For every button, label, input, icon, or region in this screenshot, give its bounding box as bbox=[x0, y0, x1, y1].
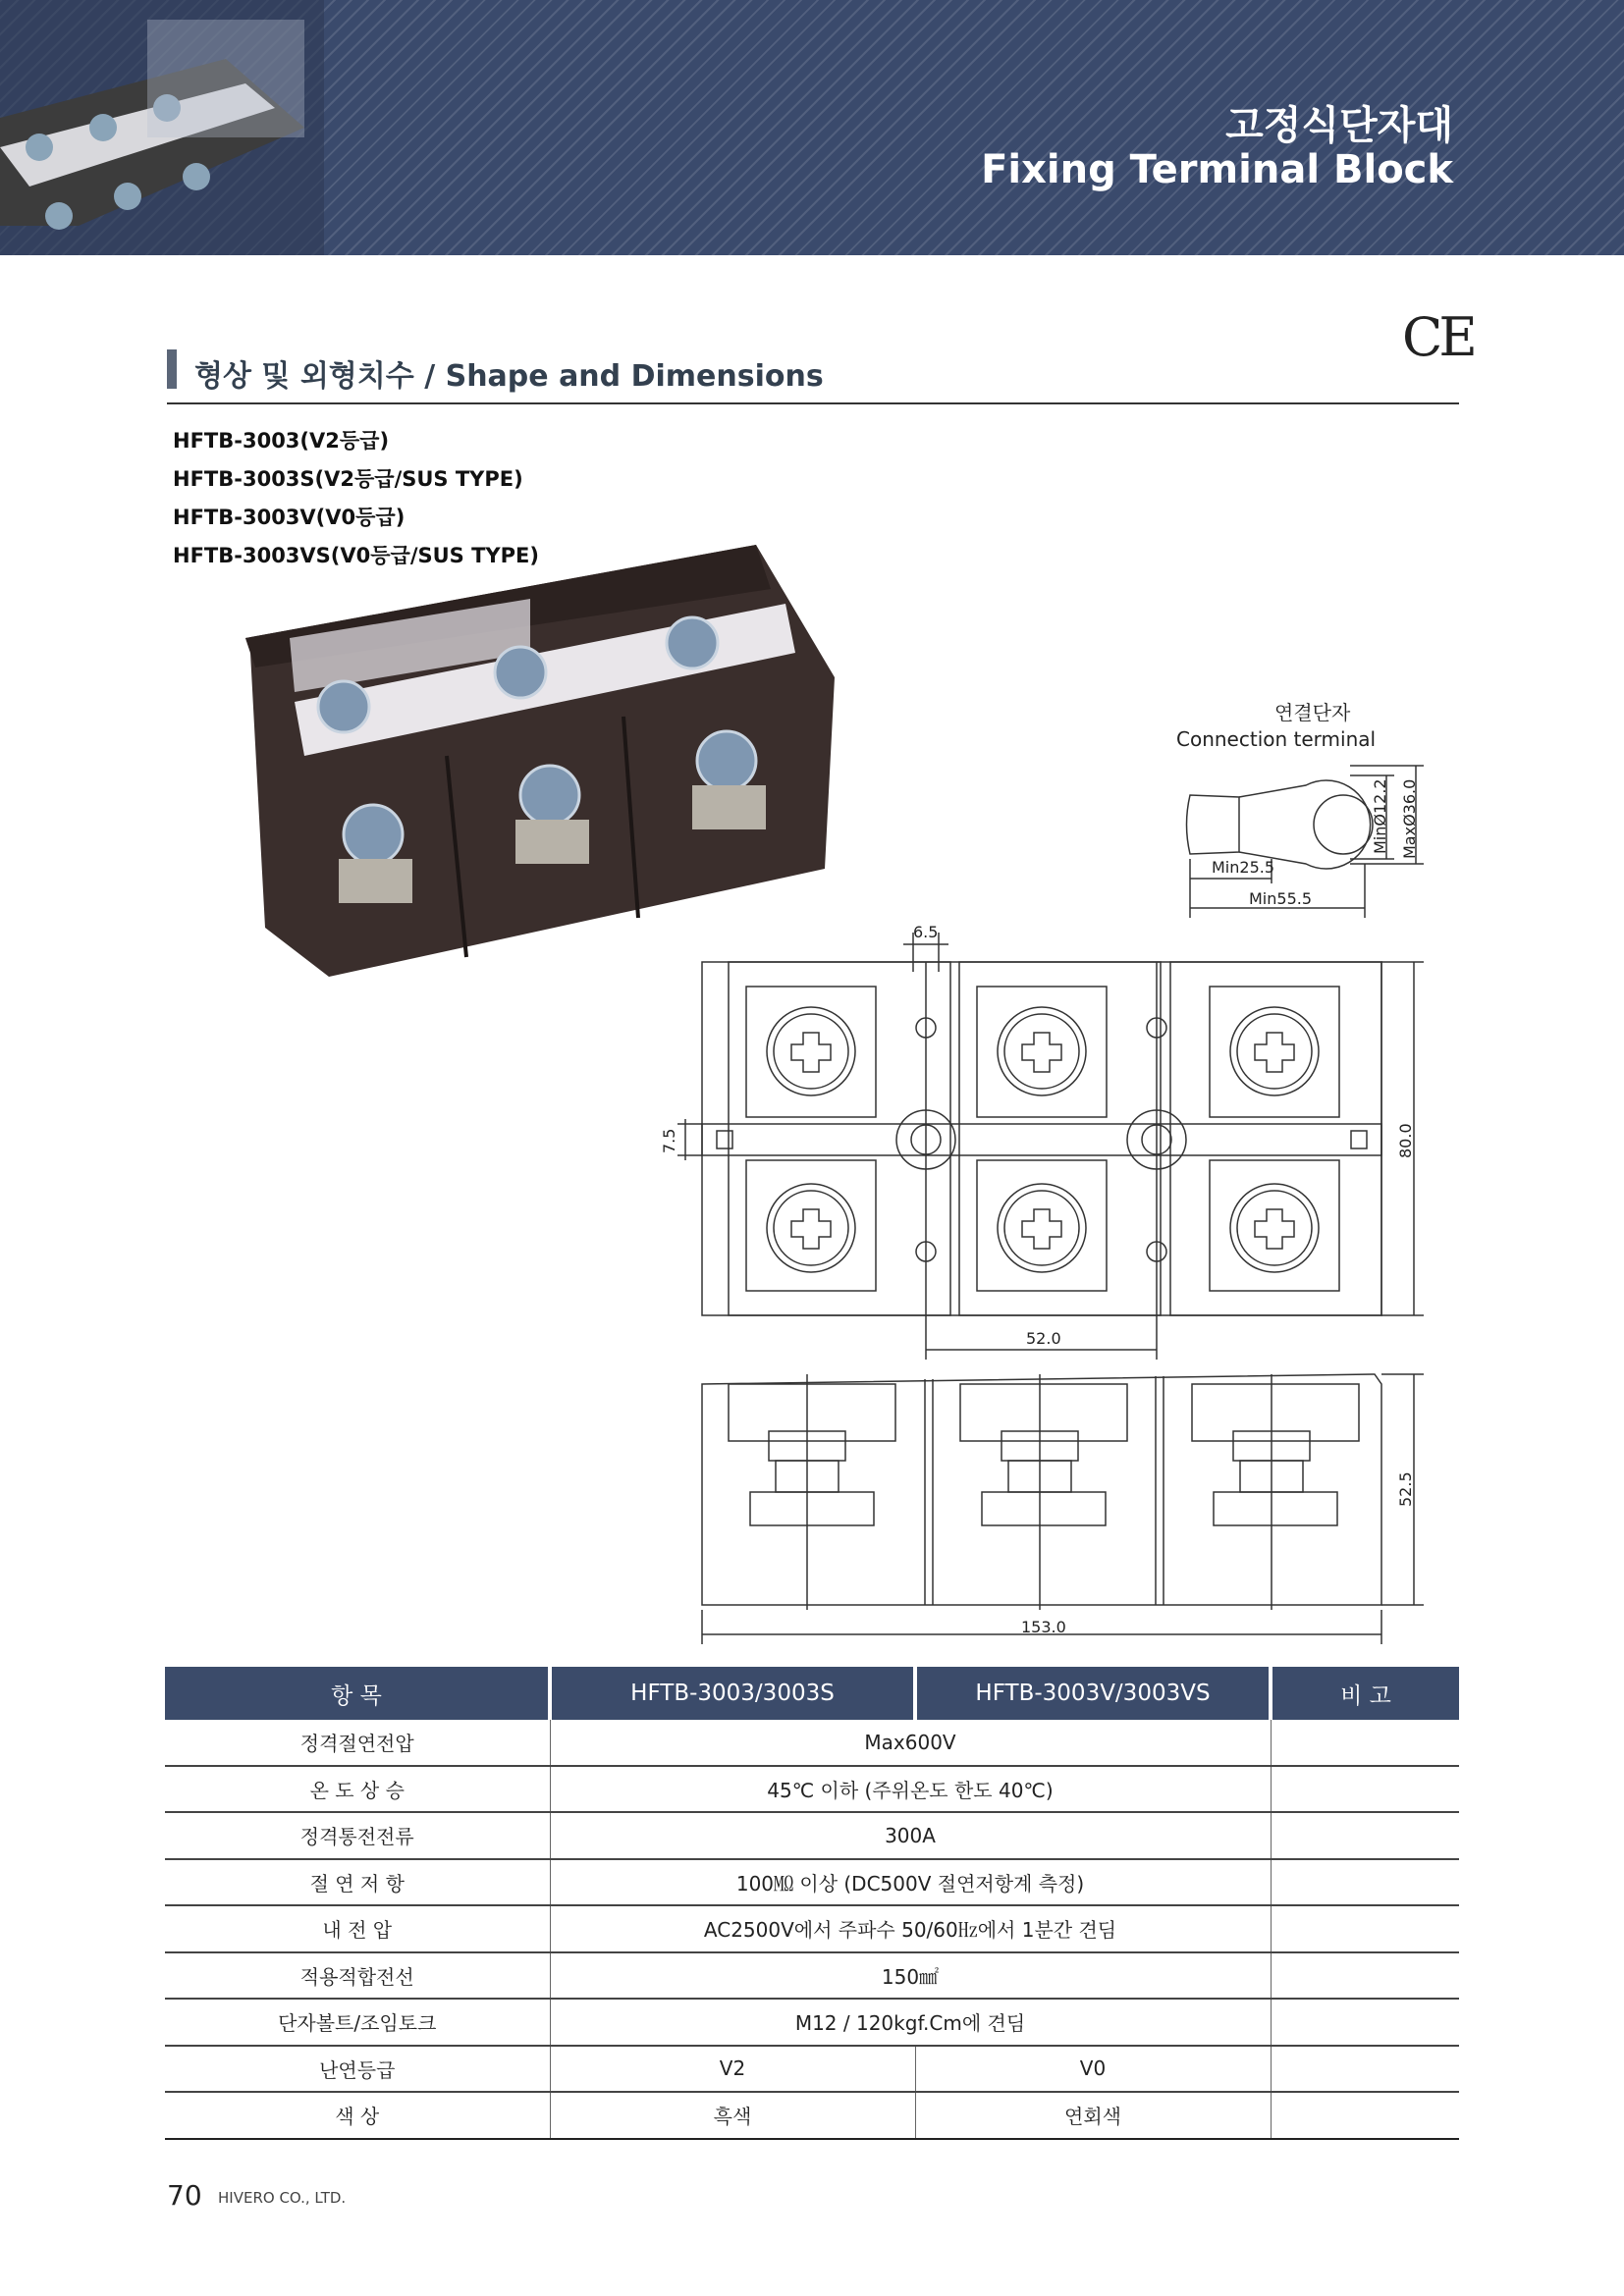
banner-product-photo bbox=[0, 0, 324, 255]
spec-table bbox=[165, 1667, 1459, 2140]
row-value: Max600V bbox=[550, 1720, 1271, 1766]
row-item: 정격절연전압 bbox=[165, 1720, 550, 1766]
row-value-v2: 흑색 bbox=[550, 2092, 915, 2139]
row-value: 300A bbox=[550, 1812, 1271, 1859]
header-remarks: 비 고 bbox=[1271, 1667, 1459, 1720]
row-item: 내 전 압 bbox=[165, 1905, 550, 1952]
table-row bbox=[165, 1905, 1459, 1952]
table-row bbox=[165, 2046, 1459, 2093]
row-remark bbox=[1271, 1812, 1459, 1859]
row-remark bbox=[1271, 1720, 1459, 1766]
ce-certification-mark: CE bbox=[1402, 306, 1474, 368]
section-marker bbox=[167, 349, 177, 389]
model-item: HFTB-3003V(V0등급) bbox=[173, 506, 406, 529]
connection-terminal-label-ko: 연결단자 bbox=[1274, 701, 1351, 724]
page-title-korean: 고정식단자대 bbox=[1225, 103, 1453, 148]
header-item: 항 목 bbox=[165, 1667, 550, 1720]
connection-terminal-label-en: Connection terminal bbox=[1176, 727, 1377, 751]
product-photo bbox=[236, 545, 864, 977]
top-view-drawing bbox=[677, 933, 1424, 1360]
row-item: 정격통전전류 bbox=[165, 1812, 550, 1859]
dim-7-5: 7.5 bbox=[660, 1128, 678, 1153]
table-row bbox=[165, 2092, 1459, 2139]
section-title: 형상 및 외형치수 / Shape and Dimensions bbox=[194, 359, 824, 394]
row-remark bbox=[1271, 2046, 1459, 2093]
row-item: 절 연 저 항 bbox=[165, 1859, 550, 1906]
row-item: 온 도 상 승 bbox=[165, 1766, 550, 1813]
row-item: 색 상 bbox=[165, 2092, 550, 2139]
dim-6-5: 6.5 bbox=[913, 923, 939, 941]
dim-52-5: 52.5 bbox=[1396, 1471, 1415, 1507]
header-model-v0: HFTB-3003V/3003VS bbox=[915, 1667, 1271, 1720]
table-row bbox=[165, 1999, 1459, 2046]
row-remark bbox=[1271, 1952, 1459, 2000]
row-remark bbox=[1271, 1766, 1459, 1813]
header-model-v2: HFTB-3003/3003S bbox=[550, 1667, 915, 1720]
model-item: HFTB-3003(V2등급) bbox=[173, 429, 390, 453]
dim-max-diameter-36-0: MaxØ36.0 bbox=[1400, 778, 1419, 859]
page-title-english: Fixing Terminal Block bbox=[981, 147, 1453, 192]
dim-52-0: 52.0 bbox=[1026, 1329, 1061, 1348]
row-value: 45℃ 이하 (주위온도 한도 40℃) bbox=[550, 1766, 1271, 1813]
row-remark bbox=[1271, 1905, 1459, 1952]
row-item: 단자볼트/조임토크 bbox=[165, 1999, 550, 2046]
row-value: 100㏁ 이상 (DC500V 절연저항계 측정) bbox=[550, 1859, 1271, 1906]
dim-153-0: 153.0 bbox=[1021, 1618, 1066, 1636]
company-name: HIVERO CO., LTD. bbox=[218, 2189, 347, 2207]
row-value: 150㎟ bbox=[550, 1952, 1271, 2000]
row-value-v2: V2 bbox=[550, 2046, 915, 2093]
section-divider bbox=[167, 402, 1459, 404]
page-number: 70 bbox=[167, 2179, 202, 2212]
model-item: HFTB-3003VS(V0등급/SUS TYPE) bbox=[173, 544, 539, 567]
dim-min-diameter-12-2: MinØ12.2 bbox=[1371, 778, 1389, 854]
row-value-v0: 연회색 bbox=[915, 2092, 1271, 2139]
dim-min-55-5: Min55.5 bbox=[1249, 889, 1313, 908]
table-row bbox=[165, 1766, 1459, 1813]
table-row bbox=[165, 1952, 1459, 2000]
row-item: 난연등급 bbox=[165, 2046, 550, 2093]
row-value: AC2500V에서 주파수 50/60㎐에서 1분간 견딤 bbox=[550, 1905, 1271, 1952]
row-item: 적용적합전선 bbox=[165, 1952, 550, 2000]
dim-min-25-5: Min25.5 bbox=[1212, 858, 1275, 877]
row-value: M12 / 120kgf.Cm에 견딤 bbox=[550, 1999, 1271, 2046]
row-remark bbox=[1271, 1859, 1459, 1906]
table-row bbox=[165, 1720, 1459, 1766]
table-row bbox=[165, 1812, 1459, 1859]
dim-80-0: 80.0 bbox=[1396, 1123, 1415, 1158]
spec-table-header bbox=[165, 1667, 1459, 1720]
row-value-v0: V0 bbox=[915, 2046, 1271, 2093]
header-banner bbox=[0, 0, 1624, 255]
model-item: HFTB-3003S(V2등급/SUS TYPE) bbox=[173, 467, 523, 491]
side-view-drawing bbox=[702, 1374, 1424, 1644]
row-remark bbox=[1271, 1999, 1459, 2046]
row-remark bbox=[1271, 2092, 1459, 2139]
table-row bbox=[165, 1859, 1459, 1906]
